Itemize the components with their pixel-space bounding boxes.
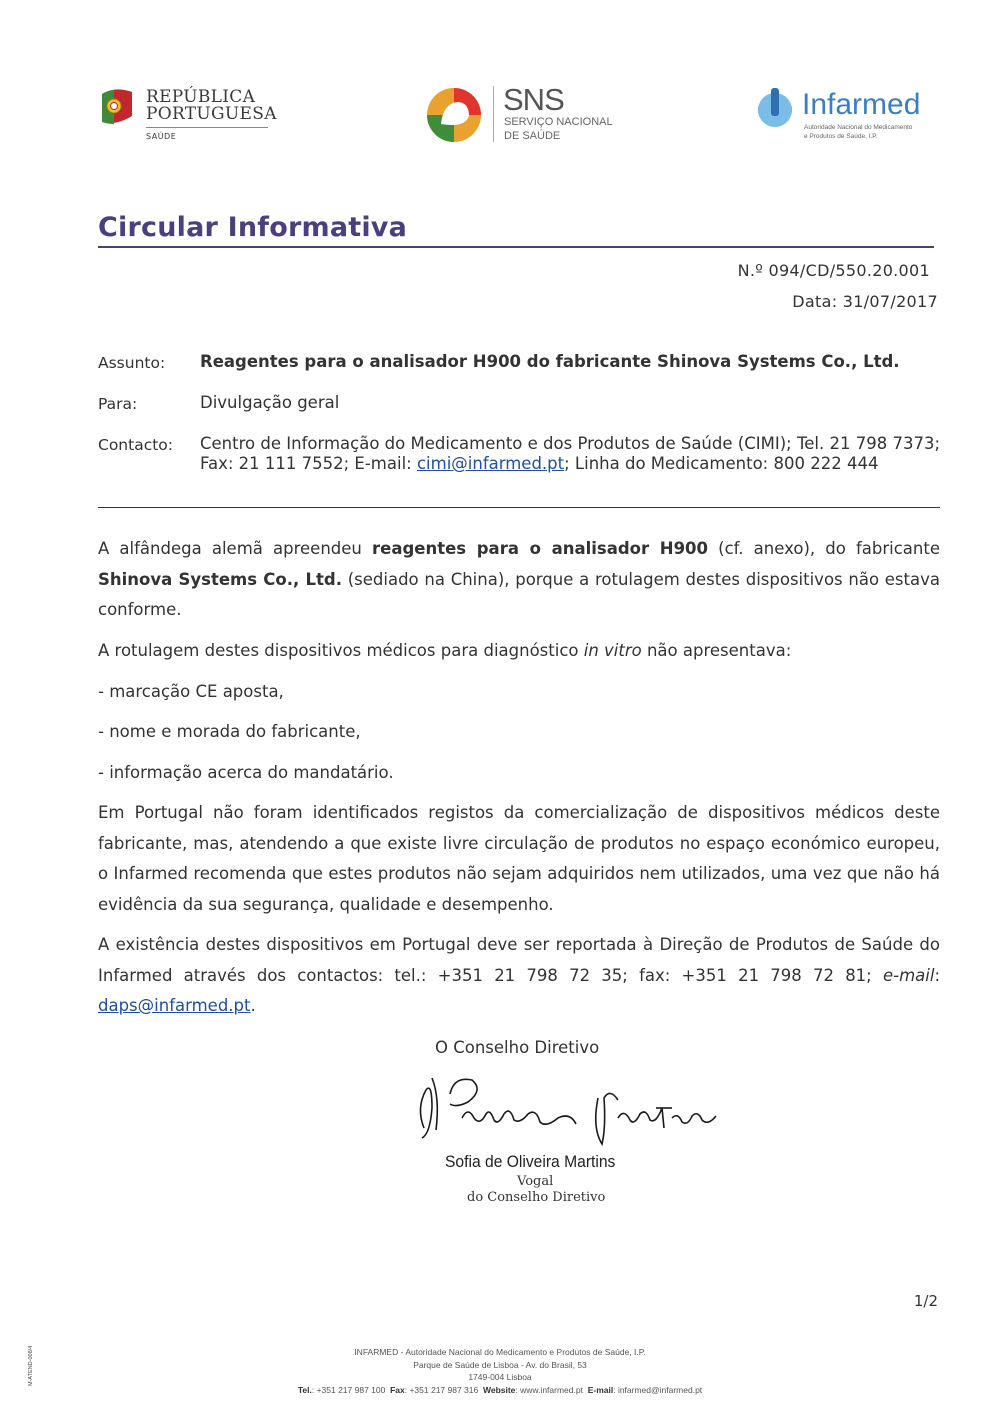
- republica-portuguesa-logo: [98, 84, 278, 146]
- assunto-value: Reagentes para o analisador H900 do fabricante Shinova Systems Co., Ltd.: [200, 352, 900, 371]
- footer-line-3: 1749-004 Lisboa: [468, 1372, 532, 1382]
- p4-italic: e-mail: [882, 965, 935, 985]
- p1-text-2: (cf. anexo), do fabricante: [708, 539, 940, 558]
- page-number: 1/2: [913, 1292, 938, 1310]
- sns-circle-icon: [425, 86, 483, 144]
- circular-number: N.º 094/CD/550.20.001: [737, 261, 930, 280]
- infarmed-subtitle-2: e Produtos de Saúde, I.P.: [804, 133, 878, 140]
- list-item: - nome e morada do fabricante,: [98, 722, 361, 741]
- p1-bold-manufacturer: Shinova Systems Co., Ltd.: [98, 569, 342, 589]
- infarmed-title: Infarmed: [802, 88, 921, 121]
- p4-text: A existência destes dispositivos em Portugal deve ser reportada à Direção de Produtos de Saúde do Infarmed através dos contactos: tel.: +351 21 798 72 35; fax: +351 21 798 72 81;: [98, 935, 940, 985]
- footer-line-2: Parque de Saúde de Lisboa - Av. do Brasil, 53: [413, 1360, 587, 1370]
- footer-contacts: [0, 1385, 1000, 1395]
- paragraph-4: [98, 930, 940, 1022]
- sns-subtitle-2: DE SAÚDE: [504, 130, 561, 142]
- list-item: - informação acerca do mandatário.: [98, 763, 394, 782]
- signatory-name: Sofia de Oliveira Martins: [445, 1152, 616, 1171]
- p1-bold-product: reagentes para o analisador H900: [372, 539, 709, 558]
- logo-divider: [146, 127, 268, 128]
- signatory-role: Vogal: [517, 1174, 554, 1189]
- footer-line-1: INFARMED - Autoridade Nacional do Medicamento e Produtos de Saúde, I.P.: [354, 1347, 646, 1357]
- title-divider: [98, 246, 934, 248]
- signoff: O Conselho Diretivo: [435, 1038, 600, 1057]
- sns-logo: [425, 84, 615, 146]
- contacto-text-2: ; Linha do Medicamento: 800 222 444: [564, 454, 879, 473]
- p2-text-2: não apresentava:: [641, 641, 792, 660]
- para-label: Para:: [98, 395, 138, 413]
- infarmed-logo: [754, 84, 934, 146]
- daps-email-link[interactable]: daps@infarmed.pt: [98, 996, 251, 1015]
- sns-divider: [493, 86, 494, 142]
- sns-subtitle-1: SERVIÇO NACIONAL: [504, 116, 613, 128]
- portuguesa-text: PORTUGUESA: [146, 104, 277, 124]
- p4-text-2: :: [934, 965, 940, 985]
- p1-text-3: (sediado na China), porque a rotulagem destes dispositivos não estava conforme.: [98, 569, 940, 619]
- contacto-label: Contacto:: [98, 436, 174, 454]
- signatory-role-body: do Conselho Diretivo: [467, 1190, 606, 1205]
- cimi-email-link[interactable]: cimi@infarmed.pt: [416, 454, 565, 473]
- fields-divider: [98, 507, 940, 508]
- footer-tel-label: Tel.: [297, 1385, 312, 1395]
- contacto-value: [200, 434, 940, 474]
- para-value: Divulgação geral: [200, 393, 340, 412]
- paragraph-3: Em Portugal não foram identificados registos da comercialização de dispositivos médicos deste fabricante, mas, atendendo a que existe livre circulação de produtos no espaço económico europeu, o Infarmed recomenda que estes produtos não sejam adquiridos nem utilizados, uma vez que não há evidência da sua segurança, qualidade e desempenho.: [98, 803, 940, 914]
- list-item: - marcação CE aposta,: [98, 682, 284, 701]
- p4-text-3: .: [250, 996, 256, 1015]
- document-code-text: M-ATEND-008/4: [28, 1345, 34, 1386]
- sns-title: SNS: [503, 82, 564, 117]
- p1-text: A alfândega alemã apreendeu: [98, 539, 372, 558]
- footer-website-link[interactable]: : www.infarmed.pt: [515, 1385, 583, 1395]
- document-title: Circular Informativa: [98, 212, 408, 243]
- footer-tel: : +351 217 987 100: [311, 1385, 386, 1395]
- footer-fax-label: Fax: [390, 1385, 405, 1395]
- assunto-label: Assunto:: [98, 354, 166, 372]
- p2-text: A rotulagem destes dispositivos médicos para diagnóstico: [98, 641, 584, 660]
- paragraph-1: [98, 534, 940, 626]
- footer-email-label: E-mail: [587, 1385, 614, 1395]
- portuguese-flag-icon: [98, 86, 134, 128]
- contacto-text: Centro de Informação do Medicamento e dos Produtos de Saúde (CIMI); Tel. 21 798 7373; Fax: 21 111 7552; E-mail:: [200, 434, 940, 473]
- paragraph-2: [98, 636, 940, 667]
- infarmed-subtitle-1: Autoridade Nacional do Medicamento: [804, 124, 913, 131]
- handwritten-signature: [410, 1068, 730, 1148]
- infarmed-mark-icon: [754, 86, 796, 130]
- p2-italic: in vitro: [583, 641, 642, 660]
- footer-email-link[interactable]: : infarmed@infarmed.pt: [613, 1385, 703, 1395]
- footer-web-label: Website: [482, 1385, 516, 1395]
- saude-text: SAÚDE: [146, 132, 177, 141]
- footer-fax: : +351 217 987 316: [404, 1385, 479, 1395]
- circular-date: Data: 31/07/2017: [792, 292, 938, 311]
- republica-text: REPÚBLICA: [146, 87, 256, 107]
